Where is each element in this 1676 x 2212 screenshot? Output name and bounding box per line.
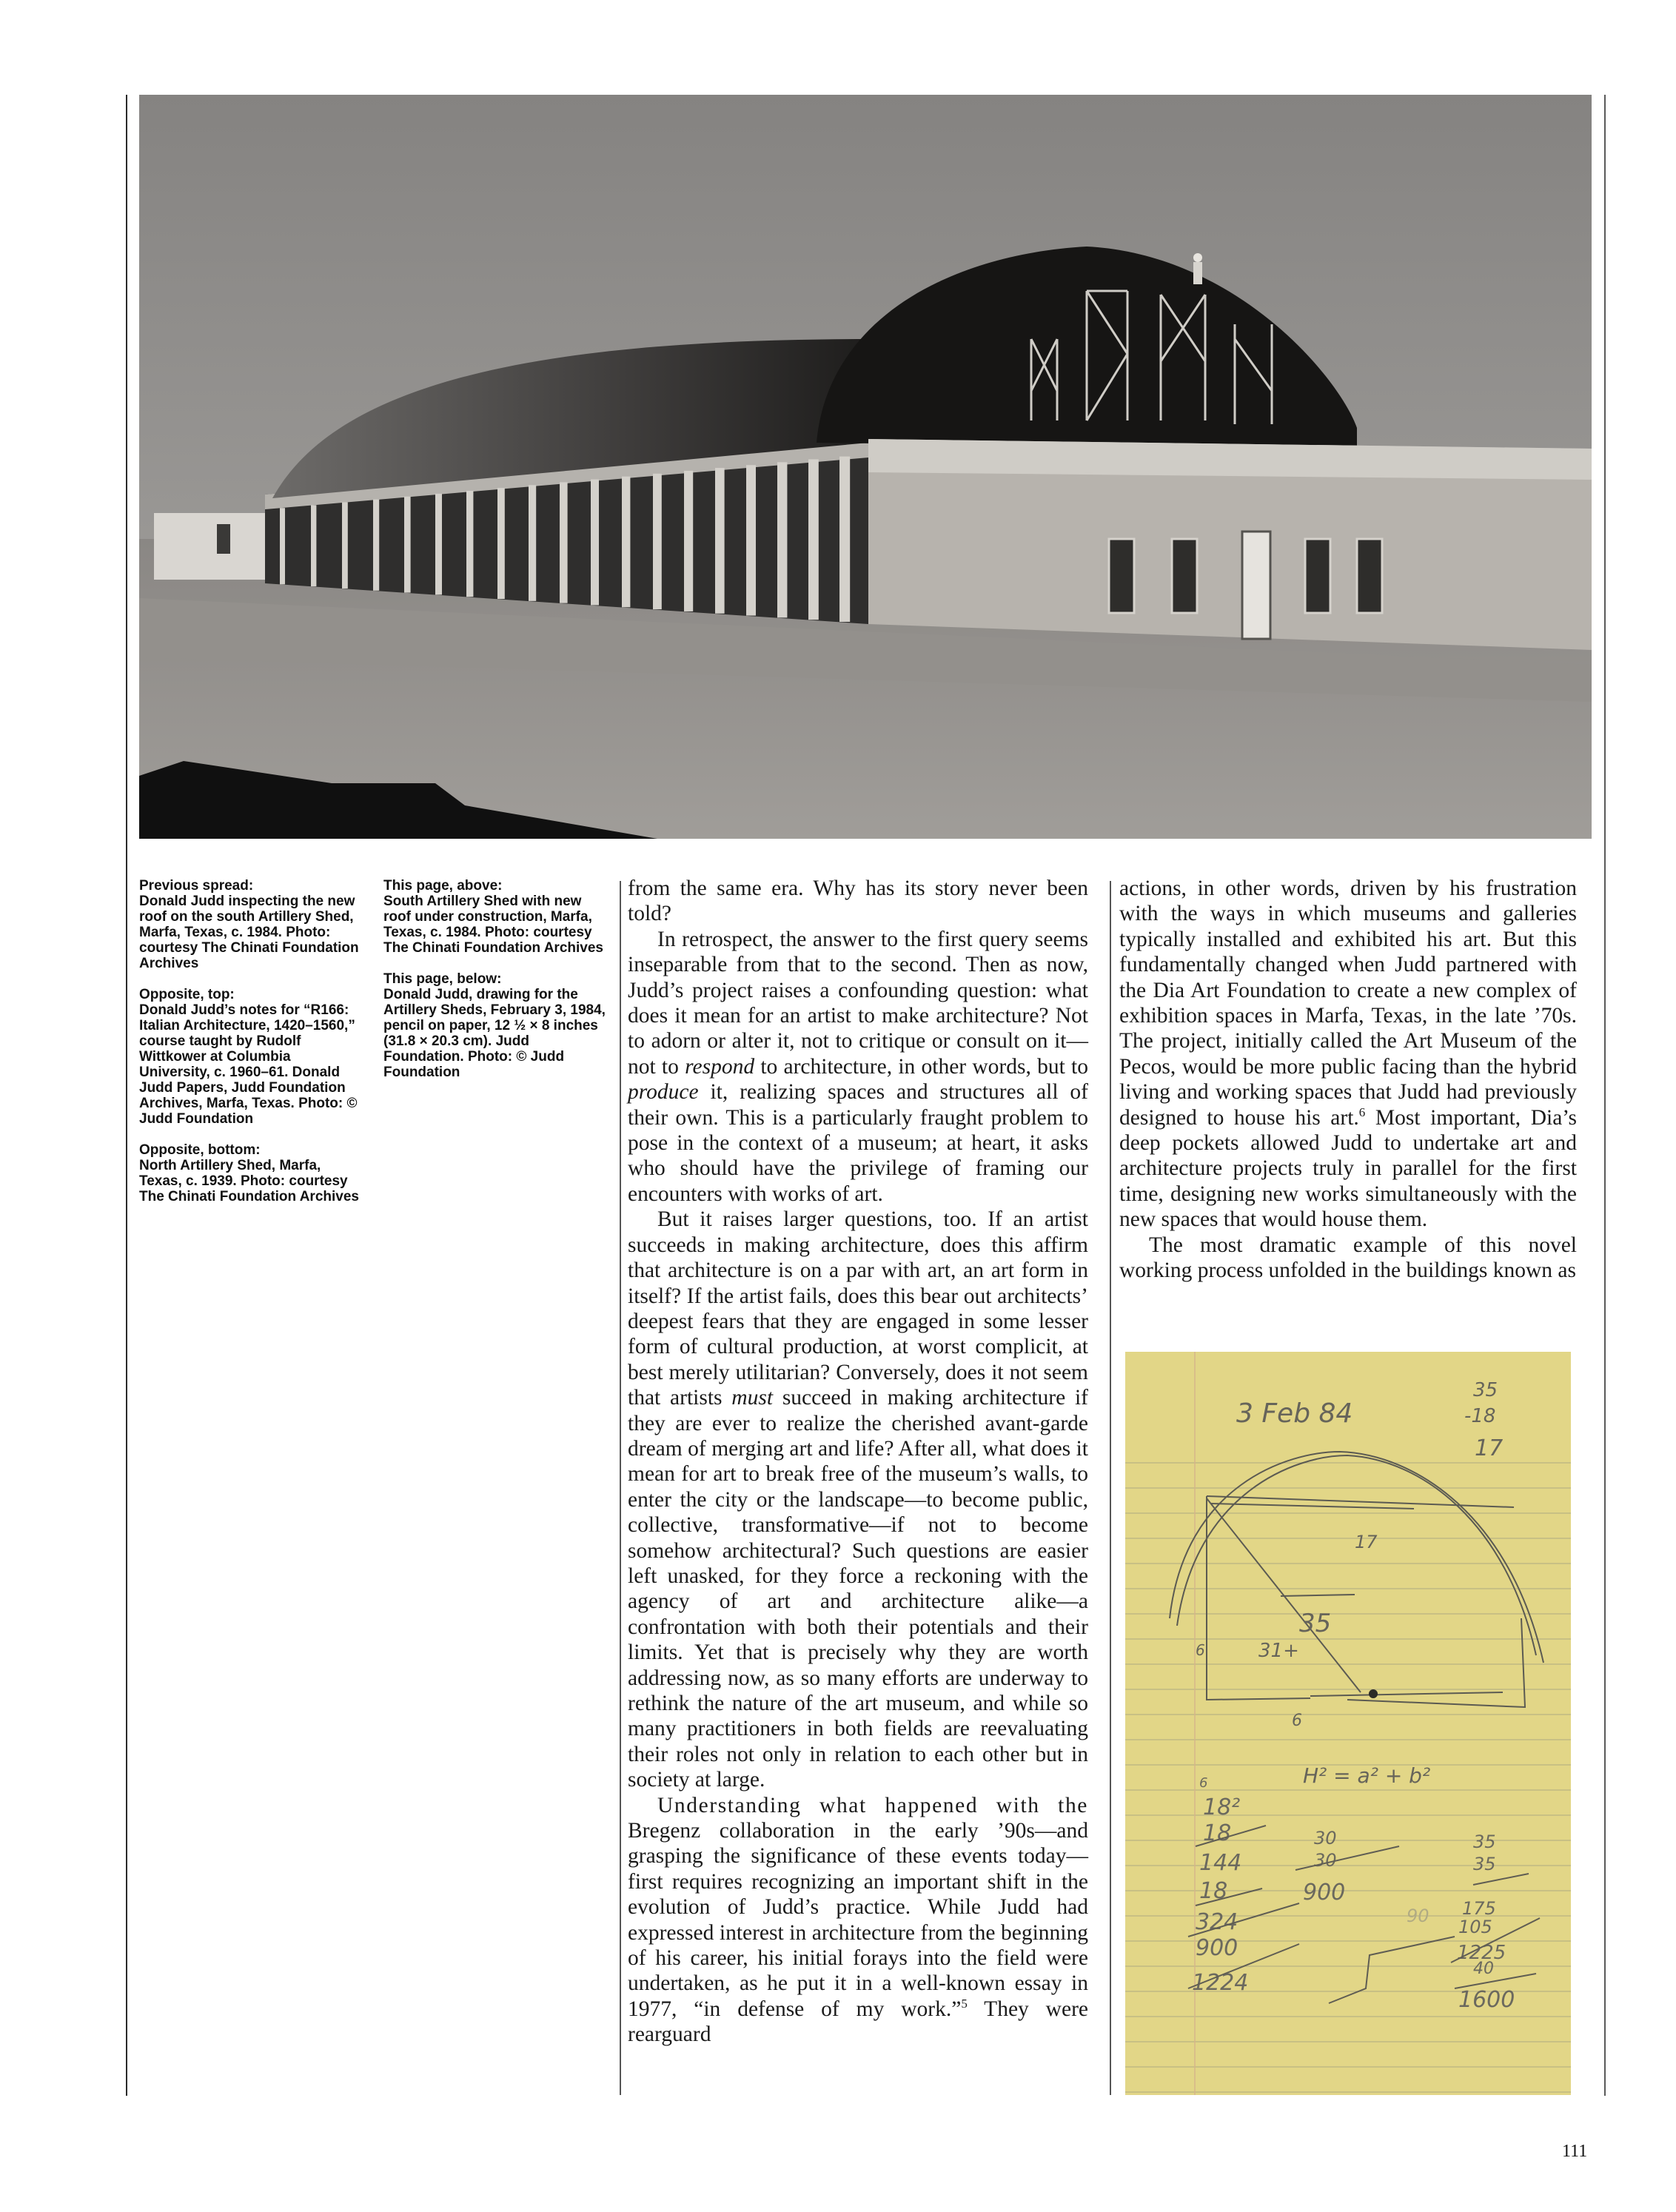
calc: 90 — [1407, 1906, 1429, 1926]
caption-column-right — [383, 878, 606, 1096]
caption-opposite-top — [139, 987, 361, 1127]
colonnade-column — [808, 459, 819, 620]
calc: 900 — [1303, 1880, 1346, 1906]
caption-previous-spread — [139, 878, 361, 971]
caption-text: South Artillery Shed with new roof under construction, Marfa, Texas, c. 1984. Photo: courtesy The Chinati Foundation Archives — [383, 894, 603, 956]
text-run: actions, in other words, driven by his frustration with the ways in which museums and galleries typically installed and exhibited his art. But this fundamentally changed when Judd partnered with the Dia Art Foundation to create a new complex of exhibition spaces in Marfa, Texas, in the late ’70s. The project, initially called the Art Museum of the Pecos, would be more public facing than the hybrid living and working spaces that Judd had previously designed to house his art. — [1119, 877, 1577, 1130]
window — [1357, 539, 1382, 613]
caption-text: Donald Judd, drawing for the Artillery Sheds, February 3, 1984, pencil on paper, 12 ½ × 8 inches (31.8 × 20.3 cm). Judd Foundation. Photo: © Judd Foundation — [383, 987, 606, 1080]
colonnade-column — [311, 505, 316, 586]
colonnade-column — [746, 465, 756, 615]
colonnade-column — [560, 482, 568, 603]
text-run: But it raises larger questions, too. If an artist succeeds in making architecture, does this affirm that architecture is on a par with art, an art form in itself? If the artist fails, does this bear out architects’ deepest fears that they are engaged in some lesser form of cultural production, at worst complicit, at best merely utilitarian? Conversely, does it not seem that artists — [628, 1207, 1088, 1410]
caption-heading: This page, above: — [383, 878, 503, 894]
caption-heading: This page, below: — [383, 971, 502, 987]
text-run: In retrospect, the answer to the first query seems inseparable from that to the second. Then as now, Judd’s project raises a confounding question: what does it mean for an artist to make architecture? Not to adorn or alter it, not to critique or consult on it—not to — [628, 927, 1088, 1079]
calc: 40 — [1473, 1960, 1494, 1978]
judd-pencil-drawing — [1125, 1352, 1571, 2095]
colonnade-column — [653, 474, 662, 609]
calc: 900 — [1196, 1935, 1238, 1961]
caption-heading: Opposite, bottom: — [139, 1142, 261, 1158]
colonnade-column — [466, 491, 473, 597]
note-formula: H² = a² + b² — [1303, 1763, 1431, 1788]
colonnade-column — [280, 508, 285, 584]
column-divider — [620, 881, 621, 2095]
note: 31+ — [1258, 1640, 1299, 1662]
window — [217, 524, 230, 554]
note: 35 — [1473, 1379, 1498, 1401]
text-run: from the same era. Why has its story never been told? — [628, 877, 1088, 926]
column-divider — [1110, 881, 1111, 2095]
body-paragraph — [1119, 1233, 1577, 1284]
note: 6 — [1292, 1712, 1302, 1730]
colonnade-column — [839, 457, 850, 622]
colonnade-column — [777, 462, 787, 617]
body-column-right — [1119, 876, 1577, 1284]
colonnade-column — [529, 485, 536, 601]
calc: 18 — [1199, 1878, 1228, 1904]
body-paragraph — [628, 876, 1088, 927]
text-run: The most dramatic example of this novel working process unfolded in the buildings known as — [1119, 1233, 1577, 1283]
note: 6 — [1196, 1641, 1205, 1659]
emphasis: must — [731, 1386, 774, 1410]
drawing-illustration — [1125, 1352, 1571, 2095]
pencil-sketch — [1170, 1452, 1543, 1707]
caption-text: Donald Judd’s notes for “R166: Italian Architecture, 1420–1560,” course taught by Rudolf Wittkower at Columbia University, c. 1960–61. Donald Judd Papers, Judd Foundation Archives, Marfa, Texas. Photo: © Judd Foundation — [139, 1002, 358, 1127]
text-run: Most important, Dia’s deep pockets allowed Judd to undertake art and architecture projects truly in parallel for the first time, designing new works simultaneously with the new spaces that would house them. — [1119, 1105, 1577, 1232]
note-date: 3 Feb 84 — [1236, 1398, 1353, 1429]
colonnade-column — [373, 500, 379, 591]
caption-column-left — [139, 878, 361, 1220]
calc: 175 — [1462, 1898, 1496, 1919]
calc: 30 — [1314, 1850, 1337, 1871]
colonnade-column — [342, 502, 348, 589]
caption-text: North Artillery Shed, Marfa, Texas, c. 1939. Photo: courtesy The Chinati Foundation Archives — [139, 1158, 359, 1204]
colonnade-column — [497, 488, 505, 599]
window — [1305, 539, 1330, 613]
window — [1109, 539, 1134, 613]
colonnade-column — [435, 494, 442, 595]
calc: 144 — [1199, 1850, 1242, 1876]
left-margin-rule — [126, 95, 127, 2096]
calc: 6 — [1199, 1775, 1208, 1791]
footnote-ref[interactable]: 6 — [1358, 1105, 1366, 1119]
calc: 1224 — [1192, 1970, 1249, 1996]
caption-text: Donald Judd inspecting the new roof on the south Artillery Shed, Marfa, Texas, c. 1984. Photo: courtesy The Chinati Foundation Archives — [139, 894, 359, 971]
body-column-middle — [628, 876, 1088, 2048]
colonnade-column — [715, 468, 725, 614]
text-run: it, realizing spaces and structures all of their own. This is a particularly fraught problem to pose in the context of a museum; at heart, it asks who should have the privilege of framing our encounters with works of art. — [628, 1080, 1088, 1206]
note: -18 — [1464, 1405, 1496, 1427]
text-run: to architecture, in other words, but to — [754, 1054, 1088, 1079]
footnote-ref[interactable]: 5 — [961, 1997, 968, 2011]
door — [1242, 532, 1270, 639]
colonnade-column — [622, 477, 630, 608]
note: 35 — [1299, 1609, 1332, 1638]
center-point — [1369, 1689, 1378, 1698]
small-building — [154, 513, 265, 580]
body-paragraph — [628, 1793, 1088, 2048]
text-run: Bregenz collaboration in the early ’90s—and grasping the significance of these events today—first requires recognizing an important shift in the evolution of Judd’s practice. While Judd had expressed interest in architecture from the beginning of his career, his initial forays into the field were undertaken, as he put it in a well-known essay in 1977, “in defense of my work.” — [628, 1819, 1088, 2021]
calc: 18² — [1203, 1794, 1241, 1820]
body-paragraph — [628, 1207, 1088, 1792]
emphasis: produce — [628, 1080, 699, 1105]
worker-figure — [1193, 253, 1202, 262]
note: 17 — [1355, 1532, 1378, 1552]
artillery-shed-photo — [139, 95, 1592, 839]
calc: 35 — [1473, 1831, 1496, 1852]
colonnade-column — [404, 497, 411, 593]
worker-figure — [1193, 262, 1202, 284]
right-margin-rule — [1604, 95, 1606, 2096]
calc: 1600 — [1458, 1987, 1515, 2013]
calc: 35 — [1473, 1854, 1496, 1874]
pencil-notes — [1196, 1379, 1503, 1788]
emphasis: respond — [685, 1054, 755, 1079]
calc: 105 — [1458, 1917, 1492, 1937]
calc: 1225 — [1457, 1942, 1506, 1964]
calc: 324 — [1196, 1909, 1238, 1935]
caption-heading: Previous spread: — [139, 878, 254, 894]
text-run: They were rearguard — [628, 1997, 1088, 2047]
caption-this-page-below — [383, 971, 606, 1080]
page-number: 111 — [1562, 2142, 1588, 2161]
caption-opposite-bottom — [139, 1142, 361, 1204]
colonnade-column — [684, 471, 693, 611]
note: 17 — [1475, 1435, 1504, 1461]
body-paragraph — [628, 927, 1088, 1207]
calc: 30 — [1314, 1828, 1337, 1849]
photo-illustration — [139, 95, 1592, 839]
calc: 18 — [1203, 1820, 1232, 1846]
text-run: Understanding what happened with the — [657, 1793, 1088, 1817]
window — [1172, 539, 1197, 613]
caption-heading: Opposite, top: — [139, 987, 235, 1002]
caption-this-page-above — [383, 878, 606, 956]
colonnade-column — [591, 480, 599, 606]
body-paragraph — [1119, 876, 1577, 1233]
text-run: succeed in making architecture if they are ever to realize the cherished avant-garde dream of merging art and life? After all, what does it mean for art to break free of the museum’s walls, to enter the city or the landscape—to become public, collective, transformative—if not to become somehow architectural? Such questions are easier left unasked, for they force a reckoning with the agency of art and architecture alike—a confrontation with both their potentials and their limits. Yet that is precisely why they are worth addressing now, as so many efforts are underway to rethink the nature of the art museum, and while so many practitioners in both fields are reevaluating their roles not only in relation to each other but in society at large. — [628, 1386, 1089, 1792]
